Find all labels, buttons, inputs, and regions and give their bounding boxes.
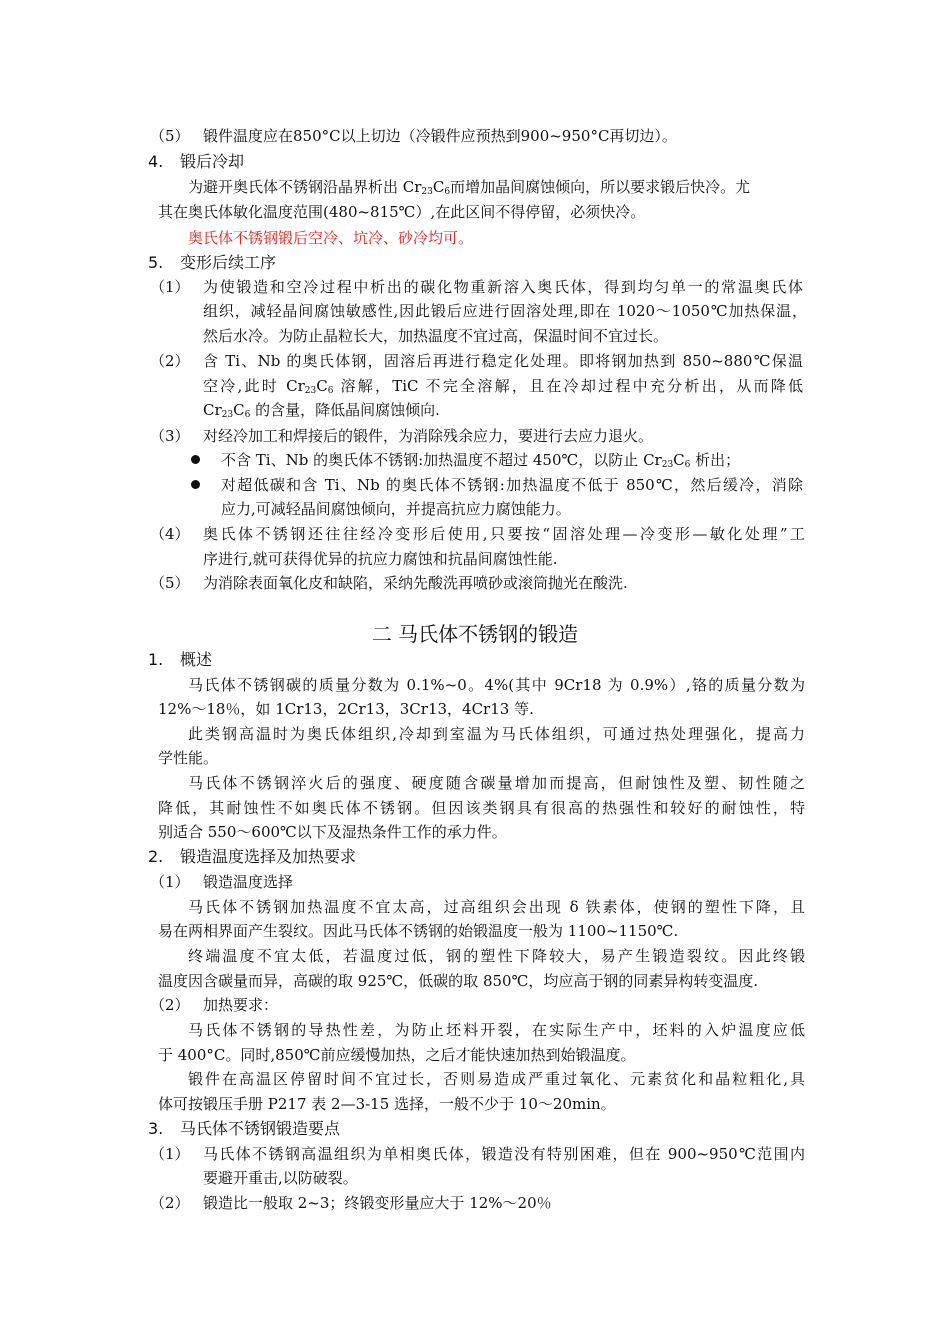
- section-heading: 锻造温度选择及加热要求: [180, 847, 357, 866]
- list-item-text: 含 Ti、Nb 的奥氏体钢，固溶后再进行稳定化处理。即将钢加热到 850~880℃保温: [203, 352, 803, 370]
- section-heading: 锻后冷却: [180, 152, 245, 171]
- paragraph-line: 其在奥氏体敏化温度范围(480~815℃）,在此区间不得停留，必须快冷。: [158, 203, 646, 221]
- paragraph-line: 降低，其耐蚀性不如奥氏体不锈钢。但因该类钢具有很高的热强性和较好的耐蚀性，特: [158, 799, 805, 817]
- list-item-text: 然后水冷。为防止晶粒长大，加热温度不宜过高，保温时间不宜过长。: [203, 327, 669, 345]
- list-item-text: 组织，减轻晶间腐蚀敏感性,因此锻后应进行固溶处理,即在 1020～1050℃加热保温，: [203, 302, 807, 320]
- list-number: （1）: [150, 873, 190, 891]
- bullet-item-text: 对超低碳和含 Ti、Nb 的奥氏体不锈钢:加热温度不低于 850℃，然后缓冷，消除: [221, 476, 803, 494]
- paragraph-line: 体可按锻压手册 P217 表 2—3-15 选择，一般不少于 10～20min。: [158, 1095, 616, 1113]
- chapter-title: 二 马氏体不锈钢的锻造: [371, 622, 579, 646]
- bullet-icon: [191, 480, 200, 489]
- list-item-text: 为消除表面氧化皮和缺陷，采纳先酸洗再喷砂或滚筒抛光在酸洗.: [203, 574, 628, 592]
- paragraph-line: 为避开奥氏体不锈钢沿晶界析出 $Cr_{23}C_6$而增加晶间腐蚀倾向，所以要求锻后快冷。尤: [188, 178, 751, 197]
- list-number: （1）: [150, 278, 190, 296]
- list-number: （2）: [150, 352, 190, 370]
- section-number: 2.: [148, 847, 164, 866]
- list-item-text: 空冷,此时 $Cr_{23}C_6$ 溶解，TiC 不完全溶解，且在冷却过程中充分析出，从而降低: [203, 377, 803, 396]
- highlighted-note: 奥氏体不锈钢锻后空冷、坑冷、砂冷均可。: [188, 229, 474, 247]
- section-number: 5.: [148, 253, 164, 272]
- list-number: （3）: [150, 427, 190, 445]
- paragraph-line: 温度因含碳量而异，高碳的取 925℃，低碳的取 850℃，均应高于钢的同素异构转变温度.: [158, 972, 759, 990]
- list-number: （5）: [150, 127, 190, 145]
- list-item-text: 奥氏体不锈钢还往往经冷变形后使用,只要按“固溶处理—冷变形—敏化处理”工: [203, 525, 805, 543]
- paragraph-line: 别适合 550～600℃以下及湿热条件工作的承力件。: [158, 823, 507, 841]
- subsection-heading: 锻造温度选择: [203, 873, 294, 891]
- list-item-text: 序进行,就可获得优异的抗应力腐蚀和抗晶间腐蚀性能.: [203, 550, 558, 568]
- list-item-text: 锻件温度应在850°C以上切边（冷锻件应预热到900~950°C再切边）。: [203, 127, 677, 145]
- paragraph-line: 锻件在高温区停留时间不宜过长，否则易造成严重过氧化、元素贫化和晶粒粗化,具: [188, 1070, 805, 1088]
- subsection-heading: 加热要求：: [203, 996, 279, 1014]
- section-heading: 变形后续工序: [180, 253, 277, 272]
- paragraph-line: 马氏体不锈钢的导热性差，为防止坯料开裂，在实际生产中，坯料的入炉温度应低: [188, 1021, 805, 1039]
- list-number: （5）: [150, 574, 190, 592]
- bullet-item-text: 不含 Ti、Nb 的奥氏体不锈钢:加热温度不超过 450℃，以防止 $Cr_{23}C_6$ 析出；: [221, 451, 741, 470]
- list-item-text: 为使锻造和空冷过程中析出的碳化物重新溶入奥氏体，得到均匀单一的常温奥氏体: [203, 278, 803, 296]
- paragraph-line: 易在两相界面产生裂纹。因此马氏体不锈钢的始锻温度一般为 1100~1150℃.: [158, 922, 679, 940]
- bullet-item-text: 应力,可减轻晶间腐蚀倾向，并提高抗应力腐蚀能力。: [221, 500, 571, 518]
- section-heading: 概述: [180, 650, 213, 669]
- bullet-icon: [191, 455, 200, 464]
- paragraph-line: 终端温度不宜太低，若温度过低，钢的塑性下降较大，易产生锻造裂纹。因此终锻: [188, 947, 805, 965]
- paragraph-line: 马氏体不锈钢碳的质量分数为 0.1%~0。4%(其中 9Cr18 为 0.9%）,铬的质量分数为: [188, 676, 805, 694]
- list-item-text: 锻造比一般取 2~3；终锻变形量应大于 12%～20％: [203, 1194, 552, 1212]
- section-number: 1.: [148, 650, 164, 669]
- list-item-text: 对经冷加工和焊接后的锻件，为消除残余应力，要进行去应力退火。: [203, 427, 654, 445]
- paragraph-line: 此类钢高温时为奥氏体组织,冷却到室温为马氏体组织，可通过热处理强化，提高力: [188, 725, 805, 743]
- paragraph-line: 于 400°C。同时,850℃前应缓慢加热，之后才能快速加热到始锻温度。: [158, 1046, 636, 1064]
- paragraph-line: 12%～18％，如 1Cr13，2Cr13，3Cr13，4Cr13 等.: [158, 700, 534, 718]
- paragraph-line: 马氏体不锈钢淬火后的强度、硬度随含碳量增加而提高，但耐蚀性及塑、韧性随之: [188, 774, 805, 792]
- list-item-text: 马氏体不锈钢高温组织为单相奥氏体，锻造没有特别困难，但在 900~950℃范围内: [203, 1145, 805, 1163]
- section-number: 3.: [148, 1119, 164, 1138]
- list-item-text: $Cr_{23}C_6$ 的含量，降低晶间腐蚀倾向.: [203, 401, 440, 420]
- list-number: （2）: [150, 1194, 190, 1212]
- section-number: 4.: [148, 152, 164, 171]
- list-number: （1）: [150, 1145, 190, 1163]
- list-number: （2）: [150, 996, 190, 1014]
- paragraph-line: 马氏体不锈钢加热温度不宜太高，过高组织会出现 δ 铁素体，使钢的塑性下降，且: [188, 898, 805, 916]
- section-heading: 马氏体不锈钢锻造要点: [180, 1119, 341, 1138]
- paragraph-line: 学性能。: [158, 749, 219, 767]
- list-number: （4）: [150, 525, 190, 543]
- list-item-text: 要避开重击,以防破裂。: [203, 1169, 358, 1187]
